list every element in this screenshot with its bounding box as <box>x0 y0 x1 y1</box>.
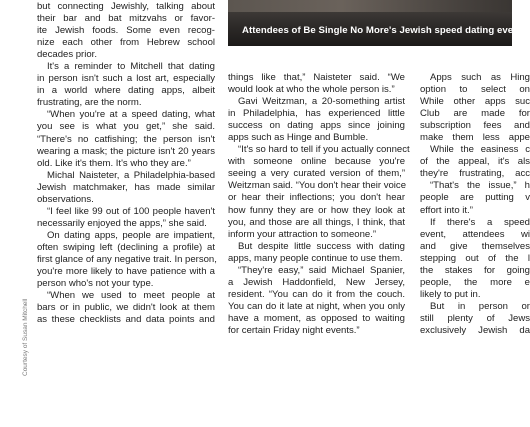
text-line: they're frustrating, acc <box>420 168 530 180</box>
text-line: often swiping left (declining a profile) at <box>37 241 215 253</box>
text-line: old. Like it's them. It's who they are.” <box>37 157 191 169</box>
text-line: still plenty of Jews <box>420 312 530 324</box>
text-line: Michal Naisteter, a Philadelphia-based <box>47 169 215 181</box>
text-line: people are putting v <box>420 192 530 204</box>
text-line: subscription fees and <box>420 120 530 132</box>
text-line: likely to put in. <box>420 288 481 300</box>
text-line: a Jewish Haddonfield, New Jersey, <box>228 276 405 288</box>
text-line: event, attendees wi <box>420 228 530 240</box>
text-line: “They're easy,” said Michael Spanier, <box>238 264 405 276</box>
text-line: You can do it late at night, when you only <box>228 300 405 312</box>
text-line: with someone online because you're <box>228 156 405 168</box>
text-line: option to select on <box>420 84 530 96</box>
text-line: “When we used to meet people at <box>47 290 215 302</box>
text-line: frustrating, are the norm. <box>37 97 142 109</box>
text-line: of the appeal, it's als <box>420 156 530 168</box>
text-line: “When you're at a speed dating, what <box>47 109 215 121</box>
text-line: “There's no catfishing; the person isn't <box>37 133 215 145</box>
article-column-2 <box>228 72 410 337</box>
text-line: resident. “You can do it from the couch. <box>228 288 405 300</box>
text-line: effort into it.” <box>420 204 473 216</box>
text-line: and give themselves <box>420 240 530 252</box>
text-line: stepping out of the l <box>420 252 530 264</box>
text-line: the stakes for going <box>420 264 530 276</box>
text-line: “That's the issue,” h <box>430 180 530 192</box>
text-line: apps, many people continue to use them. <box>228 252 403 264</box>
article-column-1 <box>37 1 215 326</box>
text-line: Apps such as Hing <box>430 72 530 83</box>
text-line: While other apps suc <box>420 96 530 108</box>
text-line: their bar and bat mitzvahs or favor- <box>37 13 215 25</box>
text-line: ite Jewish foods. Some even recog- <box>37 25 215 37</box>
text-line: inform your attraction to someone.” <box>228 228 377 240</box>
photo-credit: Courtesy of Susan Mitchell <box>22 298 29 376</box>
text-line: observations. <box>37 193 94 205</box>
text-line: “I feel like 99 out of 100 people haven't <box>47 205 215 217</box>
text-line: decades prior. <box>37 49 97 61</box>
text-line: things like that,” Naisteter said. “We <box>228 72 405 83</box>
text-line: you, and those are all things, I think, that <box>228 216 405 228</box>
text-line: make them less appe <box>420 132 530 144</box>
event-photo <box>228 0 523 46</box>
text-line: Gavi Weitzman, a 20-something artist <box>238 96 405 108</box>
text-line: person who's not your type. <box>37 278 154 290</box>
text-line: in a world where dating apps, albeit <box>37 85 215 97</box>
text-line: have a moment, as opposed to waiting <box>228 312 405 324</box>
text-line: as these checklists and data points and <box>37 314 215 326</box>
text-line: If there's a speed <box>430 216 530 228</box>
text-line: exclusively Jewish da <box>420 324 530 336</box>
text-line: But in person or <box>430 300 530 312</box>
text-line: first glance of any negative trait. In person, <box>37 253 217 265</box>
event-photo-scene <box>228 0 512 12</box>
text-line: While the easiness c <box>430 144 530 156</box>
text-line: but connecting Jewishly, talking about <box>37 1 215 12</box>
text-line: success on dating apps since joining <box>228 120 405 132</box>
text-line: apps such as Hinge and Bumble. <box>228 132 369 144</box>
text-line: for certain Friday night events.” <box>228 324 360 336</box>
text-line: you see is what you get,” she said. <box>37 121 215 133</box>
text-line: “It's so hard to tell if you actually connect <box>238 144 410 156</box>
text-line: how funny they are or how they look at <box>228 204 405 216</box>
photo-caption: Attendees of Be Single No More's Jewish speed dating event <box>242 25 523 36</box>
article-column-3 <box>420 72 530 337</box>
text-line: seeing a very curated version of them,” <box>228 168 405 180</box>
text-line: people, the more e <box>420 276 530 288</box>
text-line: necessarily enjoyed the apps,” she said. <box>37 217 207 229</box>
text-line: Weitzman said. “You don't hear their voice <box>228 180 407 192</box>
text-line: you're more likely to have patience with a <box>37 266 215 278</box>
text-line: in Philadelphia, has experienced little <box>228 108 405 120</box>
text-line: nize each other from Hebrew school <box>37 37 215 49</box>
text-line: Club are made for <box>420 108 530 120</box>
text-line: But despite little success with dating <box>238 240 405 252</box>
text-line: It's a reminder to Mitchell that dating <box>47 61 215 73</box>
text-line: or hear their inflections; you don't hear <box>228 192 405 204</box>
text-line: bars or in public, we didn't look at them <box>37 302 215 314</box>
text-line: wearing a mask; the picture isn't 20 years <box>37 145 215 157</box>
text-line: would look at who the whole person is.” <box>228 84 395 96</box>
text-line: in person isn't such a lost art, especially <box>37 73 215 85</box>
text-line: Jewish matchmaker, has made similar <box>37 181 215 193</box>
text-line: On dating apps, people are impatient, <box>47 229 215 241</box>
